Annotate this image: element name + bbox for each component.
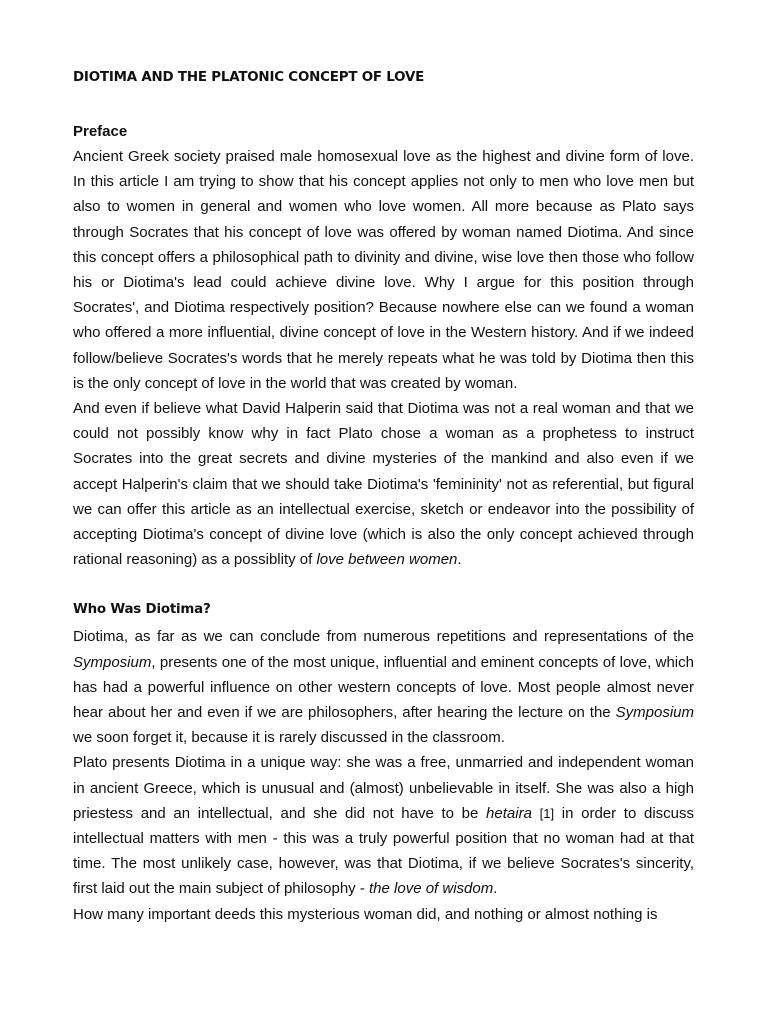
- who-p2-a: Plato presents Diotima in a unique way: she was a free, unmarried and independent woman in ancient Greece, which is unusual and (almost) unbelievable in itself. She was also a high priestess and an intellectual, and she did not have to be: [73, 754, 694, 822]
- preface-paragraph-2: [73, 396, 694, 572]
- document-title: DIOTIMA AND THE PLATONIC CONCEPT OF LOVE: [73, 70, 425, 85]
- preface-paragraph-2-italic: love between women: [316, 551, 458, 569]
- who-heading: Who Was Diotima?: [73, 602, 211, 618]
- who-p2-italic-1: hetaira: [486, 804, 532, 822]
- who-p1-a: Diotima, as far as we can conclude from numerous repetitions and representations of the: [73, 628, 694, 646]
- who-paragraph-3: How many important deeds this mysterious woman did, and nothing or almost nothing is: [73, 905, 658, 923]
- who-p1-italic-2: Symposium: [615, 704, 694, 722]
- who-p1-b: , presents one of the most unique, influential and eminent concepts of love, which has had a powerful influence on other western concepts of love. Most people almost never hear about her and even if we are philosophers, after hearing the lecture on the: [73, 653, 694, 722]
- who-p1-italic-1: Symposium: [73, 653, 152, 671]
- who-paragraph-2: [73, 750, 694, 901]
- who-p2-b: in order to discuss intellectual matters with men - this was a truly powerful position that no woman had at that time. The most unlikely case, however, was that Diotima, if we believe Socrates's sincerity, first laid out the main subject of philosophy -: [73, 804, 695, 898]
- who-paragraph-1: [73, 624, 694, 750]
- who-p2-end: .: [493, 880, 498, 898]
- document-page: [73, 66, 694, 927]
- who-p1-c: we soon forget it, because it is rarely discussed in the classroom.: [73, 729, 505, 747]
- preface-paragraph-1: Ancient Greek society praised male homosexual love as the highest and divine form of love. In this article I am trying to show that his concept applies not only to men who love men but also to women in general and women who love women. All more because as Plato says through Socrates that his concept of love was offered by woman named Diotima. And since this concept offers a philosophical path to divinity and divine, wise love then those who follow his or Diotima's lead could achieve divine love. Why I argue for this position through Socrates', and Diotima respectively position? Because nowhere else can we found a woman who offered a more influential, divine concept of love in the Western history. And if we indeed follow/believe Socrates's words that he merely repeats what he was told by Diotima then this is the only concept of love in the world that was created by woman.: [73, 148, 694, 392]
- footnote-reference[interactable]: [1]: [539, 805, 555, 821]
- preface-paragraph-2-end: .: [457, 551, 462, 569]
- preface-heading: Preface: [73, 123, 128, 140]
- preface-paragraph-2-text: And even if believe what David Halperin said that Diotima was not a real woman and that we could not possibly know why in fact Plato chose a woman as a prophetess to instruct Socrates into the great secrets and divine mysteries of the mankind and also even if we accept Halperin's claim that we should take Diotima's 'femininity' not as referential, but figural we can offer this article as an intellectual exercise, sketch or endeavor into the possibility of accepting Diotima's concept of divine love (which is also the only concept achieved through rational reasoning) as a possiblity of: [73, 400, 694, 569]
- who-p2-italic-2: the love of wisdom: [369, 880, 494, 898]
